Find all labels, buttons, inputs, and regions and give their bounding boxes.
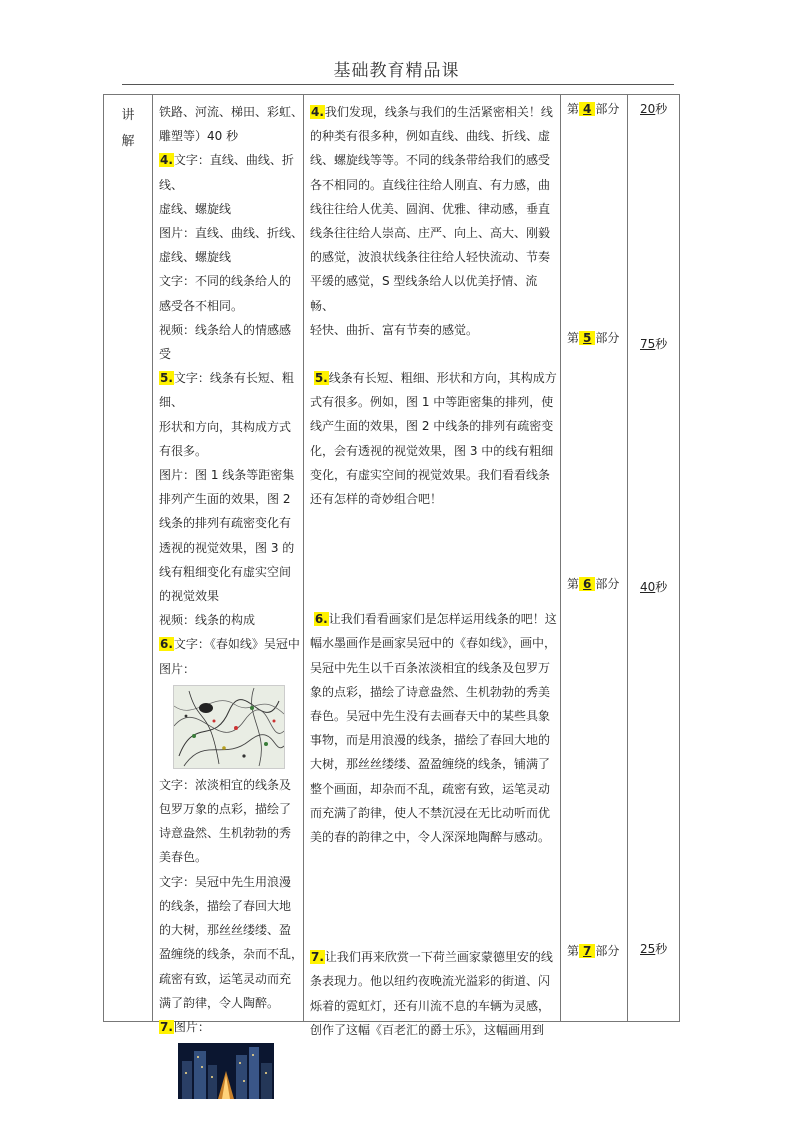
item-number-highlight: 6.	[314, 612, 328, 627]
item-number-highlight: 5.	[314, 371, 328, 386]
resource-line: 包罗万象的点彩，描绘了	[159, 802, 292, 817]
narration-line: 线、螺旋线等等。不同的线条带给我们的感受	[310, 153, 551, 168]
narration-line: 而充满了韵律，使人不禁沉浸在无比动听而优	[310, 805, 551, 820]
duration-label: 40秒	[640, 580, 668, 594]
duration-label: 75秒	[640, 337, 668, 351]
narration-line: 幅水墨画作是画家吴冠中的《春如线》，画中，	[310, 636, 557, 651]
resource-line: 视频：线条给人的情感感	[159, 322, 292, 337]
narration-line: 平缓的感觉，S 型线条给人以优美抒情、流畅、	[310, 274, 538, 313]
item-number-highlight: 5.	[160, 371, 173, 386]
city-night-image	[178, 1043, 274, 1099]
resource-line: 图片：直线、曲线、折线、	[159, 226, 304, 241]
resource-line: 的线条，描绘了春回大地	[159, 898, 292, 913]
narration-line: 变化，有虚实空间的视觉效果。我们看看线条	[310, 467, 551, 482]
resource-line: 视频：线条的构成	[159, 613, 256, 628]
column-divider	[560, 95, 561, 1021]
resource-line: 文字：浓淡相宜的线条及	[159, 777, 292, 792]
narration-column	[310, 100, 558, 1042]
resource-line: 4.文字：直线、曲线、折线、	[159, 153, 294, 192]
narration-section-4	[310, 100, 558, 342]
page-header-title: 基础教育精品课	[333, 61, 460, 81]
resource-line: 线有粗细变化有虚实空间	[159, 564, 292, 579]
narration-line: 大树，那丝丝缕缕、盈盈缠绕的线条，铺满了	[310, 757, 551, 772]
part-number-highlight: 7	[579, 944, 595, 958]
resource-line: 6.文字：《春如线》吴冠中	[160, 637, 300, 652]
resource-line: 诗意盎然、生机勃勃的秀	[159, 826, 292, 841]
resource-line: 文字：不同的线条给人的	[159, 274, 292, 289]
narration-line: 烁着的霓虹灯，还有川流不息的车辆为灵感，	[310, 998, 551, 1013]
item-number-highlight: 6.	[160, 637, 173, 652]
narration-line: 我们发现，线条与我们的生活紧密相关！线	[324, 105, 553, 119]
narration-line: 象的点彩，描绘了诗意盎然、生机勃勃的秀美	[310, 684, 551, 699]
narration-line: 吴冠中先生以千百条浓淡相宜的线条及包罗万	[310, 660, 551, 675]
resource-column	[159, 100, 303, 1103]
part-label: 第 5 部分	[567, 331, 620, 345]
section-label-char: 解	[121, 134, 135, 149]
narration-line: 各不相同的。直线往往给人刚直、有力感，曲	[310, 177, 551, 192]
resource-line: 满了韵律，令人陶醉。	[159, 995, 280, 1010]
narration-line: 式有很多。例如，图 1 中等距密集的排列，使	[310, 395, 554, 410]
resource-line: 虚线、螺旋线	[159, 201, 232, 216]
column-divider	[303, 95, 304, 1021]
narration-line: 化，会有透视的视觉效果，图 3 中的线有粗细	[310, 443, 554, 458]
item-number-highlight: 4.	[160, 153, 173, 168]
narration-line: 线产生面的效果，图 2 中线条的排列有疏密变	[310, 419, 554, 434]
part-number-highlight: 4	[579, 102, 595, 116]
resource-line: 美春色。	[159, 850, 208, 865]
lesson-table	[103, 94, 680, 1037]
resource-line: 透视的视觉效果，图 3 的	[159, 540, 295, 555]
resource-line: 疏密有致，运笔灵动而充	[159, 971, 292, 986]
part-label: 第 6 部分	[567, 577, 620, 591]
resource-line: 7.图片：	[160, 1019, 210, 1034]
resource-line: 的大树，那丝丝缕缕、盈	[159, 923, 292, 938]
narration-line: 的种类有很多种，例如直线、曲线、折线、虚	[310, 129, 551, 144]
resource-line: 雕塑等）40 秒	[159, 129, 239, 144]
resource-line: 排列产生面的效果，图 2	[159, 492, 291, 507]
narration-section-6	[310, 607, 558, 849]
resource-line: 图片：图 1 线条等距密集	[159, 468, 295, 483]
narration-line: 轻快、曲折、富有节奏的感觉。	[310, 322, 479, 337]
section-label-char: 讲	[121, 108, 135, 123]
resource-line: 铁路、河流、梯田、彩虹、	[159, 105, 304, 119]
resource-line: 虚线、螺旋线	[159, 250, 232, 265]
duration-label: 20秒	[640, 102, 668, 116]
resource-line: 5.文字：线条有长短、粗细、	[159, 371, 294, 410]
part-label: 第 4 部分	[567, 102, 620, 116]
item-number-highlight: 7.	[311, 950, 324, 965]
resource-line: 图片：	[159, 661, 196, 676]
narration-line: 条表现力。他以纽约夜晚流光溢彩的街道、闪	[310, 974, 551, 989]
column-divider	[152, 95, 153, 1021]
narration-line: 整个画面，却杂而不乱，疏密有致，运笔灵动	[310, 781, 551, 796]
resource-line: 文字：吴冠中先生用浪漫	[159, 874, 292, 889]
ink-painting-image	[173, 685, 285, 769]
narration-line: 让我们再来欣赏一下荷兰画家蒙德里安的线	[324, 950, 553, 965]
narration-line: 创作了这幅《百老汇的爵士乐》，这幅画用到	[310, 1022, 545, 1037]
resource-line: 受	[159, 347, 172, 362]
resource-line: 有很多。	[159, 443, 208, 458]
part-label: 第 7 部分	[567, 944, 620, 958]
duration-label: 25秒	[640, 942, 668, 956]
part-number-highlight: 5	[579, 331, 595, 345]
section-label	[104, 103, 152, 155]
narration-line: 线条有长短、粗细、形状和方向，其构成方	[328, 371, 557, 386]
column-divider	[627, 95, 628, 1021]
narration-section-5	[310, 366, 558, 511]
narration-section-7	[310, 945, 558, 1042]
item-number-highlight: 7.	[160, 1019, 173, 1034]
narration-line: 春色。吴冠中先生没有去画春天中的某些具象	[310, 709, 551, 724]
part-number-highlight: 6	[579, 577, 595, 591]
narration-line: 事物，而是用浪漫的线条，描绘了春回大地的	[310, 733, 551, 748]
narration-line: 让我们看看画家们是怎样运用线条的吧！这	[328, 612, 557, 627]
resource-line: 形状和方向，其构成方式	[159, 419, 292, 434]
narration-line: 的感觉，波浪状线条往往给人轻快流动、节奏	[310, 250, 551, 265]
narration-line: 线往往给人优美、圆润、优雅、律动感，垂直	[310, 201, 551, 216]
resource-line: 线条的排列有疏密变化有	[159, 516, 292, 531]
narration-line: 还有怎样的奇妙组合吧！	[310, 492, 443, 507]
narration-line: 美的春的韵律之中，令人深深地陶醉与感动。	[310, 830, 551, 845]
narration-line: 线条往往给人崇高、庄严、向上、高大、刚毅	[310, 226, 551, 241]
resource-line: 盈缠绕的线条，杂而不乱，	[159, 947, 304, 962]
resource-line: 感受各不相同。	[159, 298, 244, 313]
header-divider	[122, 84, 674, 85]
item-number-highlight: 4.	[311, 105, 324, 119]
resource-line: 的视觉效果	[159, 589, 220, 604]
